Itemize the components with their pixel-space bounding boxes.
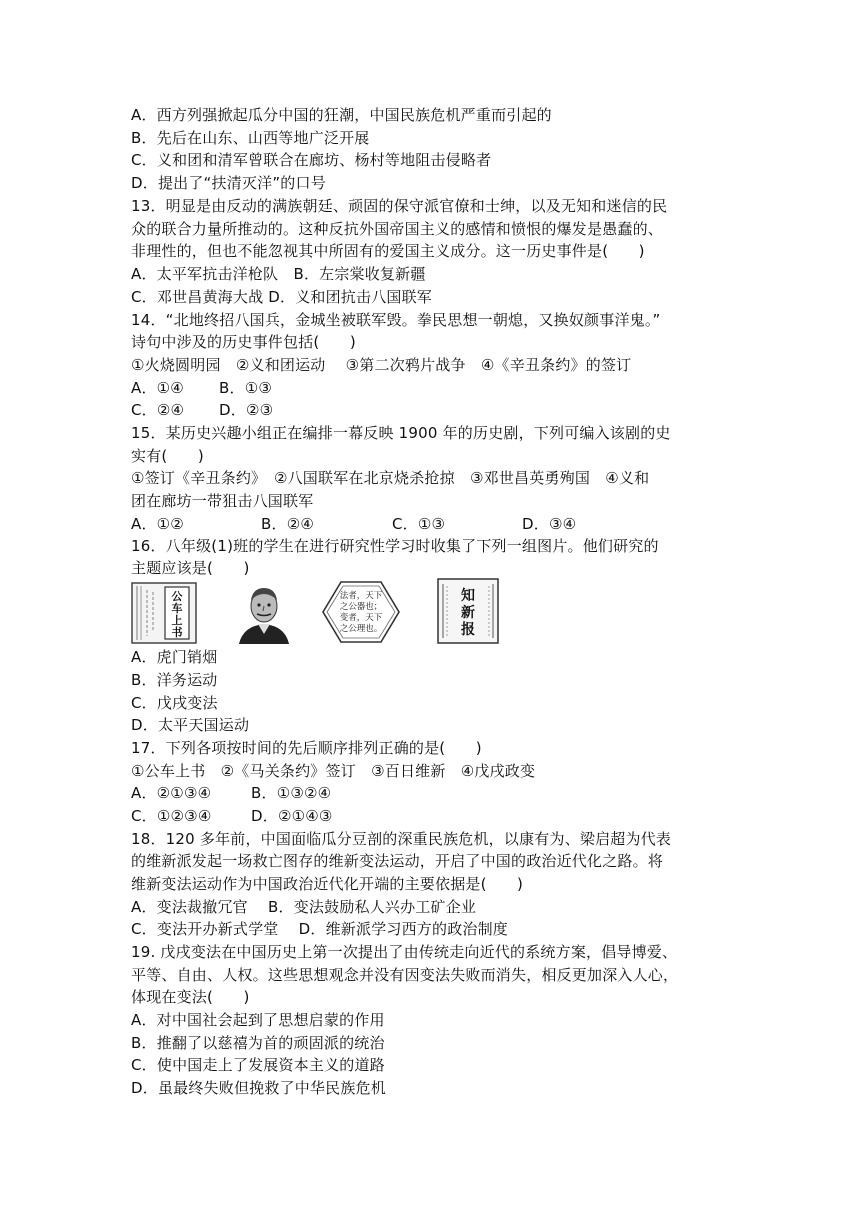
q15-option-c: C．①③: [392, 515, 446, 533]
q16-option-d: D．太平天国运动: [131, 716, 250, 734]
svg-text:知: 知: [461, 588, 475, 604]
q14-stem-line1: 14．“北地终招八国兵，金城坐被联军毁。拳民思想一朝熄，又换奴颜事洋鬼。”: [131, 311, 661, 329]
q12-option-c: C．义和团和清军曾联合在廊坊、杨村等地阻击侵略者: [131, 151, 492, 169]
svg-text:报: 报: [461, 622, 475, 638]
quote-line-4: 之公理也。: [339, 624, 383, 634]
q16-option-c: C．戊戌变法: [131, 694, 218, 712]
svg-text:书: 书: [171, 626, 183, 639]
q12-option-d: D．提出了“扶清灭洋”的口号: [131, 174, 326, 192]
q17-option-d: D．②①④③: [251, 807, 333, 825]
q13-stem-line1: 13．明显是由反动的满族朝廷、顽固的保守派官僚和士绅，以及无知和迷信的民: [131, 197, 668, 215]
portrait-image: [235, 582, 293, 644]
q17-option-c: C．①②③④: [131, 807, 212, 825]
q19-option-c: C．使中国走上了发展资本主义的道路: [131, 1056, 385, 1074]
q15-option-d: D．③④: [522, 515, 577, 533]
q19-stem-line3: 体现在变法( ): [131, 988, 250, 1006]
q19-option-a: A．对中国社会起到了思想启蒙的作用: [131, 1011, 385, 1029]
q14-option-b: B．①③: [219, 379, 272, 397]
q15-stem-line2: 实有( ): [131, 447, 204, 465]
q17-items: ①公车上书 ②《马关条约》签订 ③百日维新 ④戊戌政变: [131, 762, 536, 780]
q19-option-d: D．虽最终失败但挽救了中华民族危机: [131, 1079, 386, 1097]
q18-stem-line1: 18．120 多年前，中国面临瓜分豆剖的深重民族危机，以康有为、梁启超为代表: [131, 830, 672, 848]
svg-text:新: 新: [461, 605, 475, 621]
q18-options-cd: C．变法开办新式学堂 D．维新派学习西方的政治制度: [131, 920, 508, 938]
q13-options-ab: A．太平军抗击洋枪队 B．左宗棠收复新疆: [131, 265, 426, 283]
q19-stem-line2: 平等、自由、人权。这些思想观念并没有因变法失败而消失，相反更加深入人心，: [131, 966, 679, 984]
q15-items-line2: 团在廊坊一带狙击八国联军: [131, 492, 314, 510]
q16-option-b: B．洋务运动: [131, 671, 218, 689]
q17-option-b: B．①③②④: [251, 784, 332, 802]
q15-items-line1: ①签订《辛丑条约》 ②八国联军在北京烧杀抢掠 ③邓世昌英勇殉国 ④义和: [131, 469, 650, 487]
svg-text:车: 车: [171, 602, 183, 615]
q13-options-cd: C．邓世昌黄海大战 D．义和团抗击八国联军: [131, 288, 432, 306]
q13-stem-line2: 众的联合力量所推动的。这种反抗外国帝国主义的感情和愤恨的爆发是愚蠢的、: [131, 220, 664, 238]
quote-line-1: 法者，天下: [339, 591, 383, 601]
q19-option-b: B．推翻了以慈禧为首的顽固派的统治: [131, 1034, 385, 1052]
quote-line-3: 变者，天下: [339, 613, 383, 623]
q14-option-d: D．②③: [219, 401, 274, 419]
q15-stem-line1: 15．某历史兴趣小组正在编排一幕反映 1900 年的历史剧，下列可编入该剧的史: [131, 424, 671, 442]
q15-option-a: A．①②: [131, 515, 184, 533]
q19-stem-line1: 19. 戊戌变法在中国历史上第一次提出了由传统走向近代的系统方案，倡导博爱、: [131, 943, 678, 961]
q18-options-ab: A．变法裁撤冗官 B．变法鼓励私人兴办工矿企业: [131, 898, 477, 916]
q17-stem: 17．下列各项按时间的先后顺序排列正确的是( ): [131, 739, 482, 757]
q14-stem-line2: 诗句中涉及的历史事件包括( ): [131, 333, 356, 351]
q18-stem-line2: 的维新派发起一场救亡图存的维新变法运动，开启了中国的政治近代化之路。将: [131, 852, 664, 870]
q14-options-ab: [131, 377, 731, 399]
gongche-shangshu-book-image: [131, 582, 197, 644]
q16-option-a: A．虎门销烟: [131, 648, 218, 666]
q16-stem-line2: 主题应该是( ): [131, 559, 250, 577]
q13-stem-line3: 非理性的，但也不能忽视其中所固有的爱国主义成分。这一历史事件是( ): [131, 242, 645, 260]
q12-option-a: A．西方列强掀起瓜分中国的狂潮，中国民族危机严重而引起的: [131, 106, 552, 124]
q16-image-group: [131, 578, 511, 646]
svg-text:公: 公: [171, 590, 183, 603]
q14-option-c: C．②④: [131, 401, 185, 419]
q16-stem-line1: 16．八年级(1)班的学生在进行研究性学习时收集了下列一组图片。他们研究的: [131, 537, 659, 555]
q17-options-ab: [131, 782, 731, 804]
reform-quote-hexagon-image: [321, 580, 401, 644]
q14-options-cd: [131, 399, 731, 421]
svg-text:上: 上: [171, 614, 183, 627]
q17-option-a: A．②①③④: [131, 784, 212, 802]
q15-option-b: B．②④: [261, 515, 314, 533]
q12-option-b: B．先后在山东、山西等地广泛开展: [131, 129, 370, 147]
q14-items: ①火烧圆明园 ②义和团运动 ③第二次鸦片战争 ④《辛丑条约》的签订: [131, 356, 632, 374]
q15-options: [131, 513, 731, 535]
q18-stem-line3: 维新变法运动作为中国政治近代化开端的主要依据是( ): [131, 875, 524, 893]
zhixinbao-newspaper-image: [437, 578, 499, 644]
q17-options-cd: [131, 805, 731, 827]
quote-line-2: 之公器也；: [339, 602, 383, 612]
q14-option-a: A．①④: [131, 379, 184, 397]
